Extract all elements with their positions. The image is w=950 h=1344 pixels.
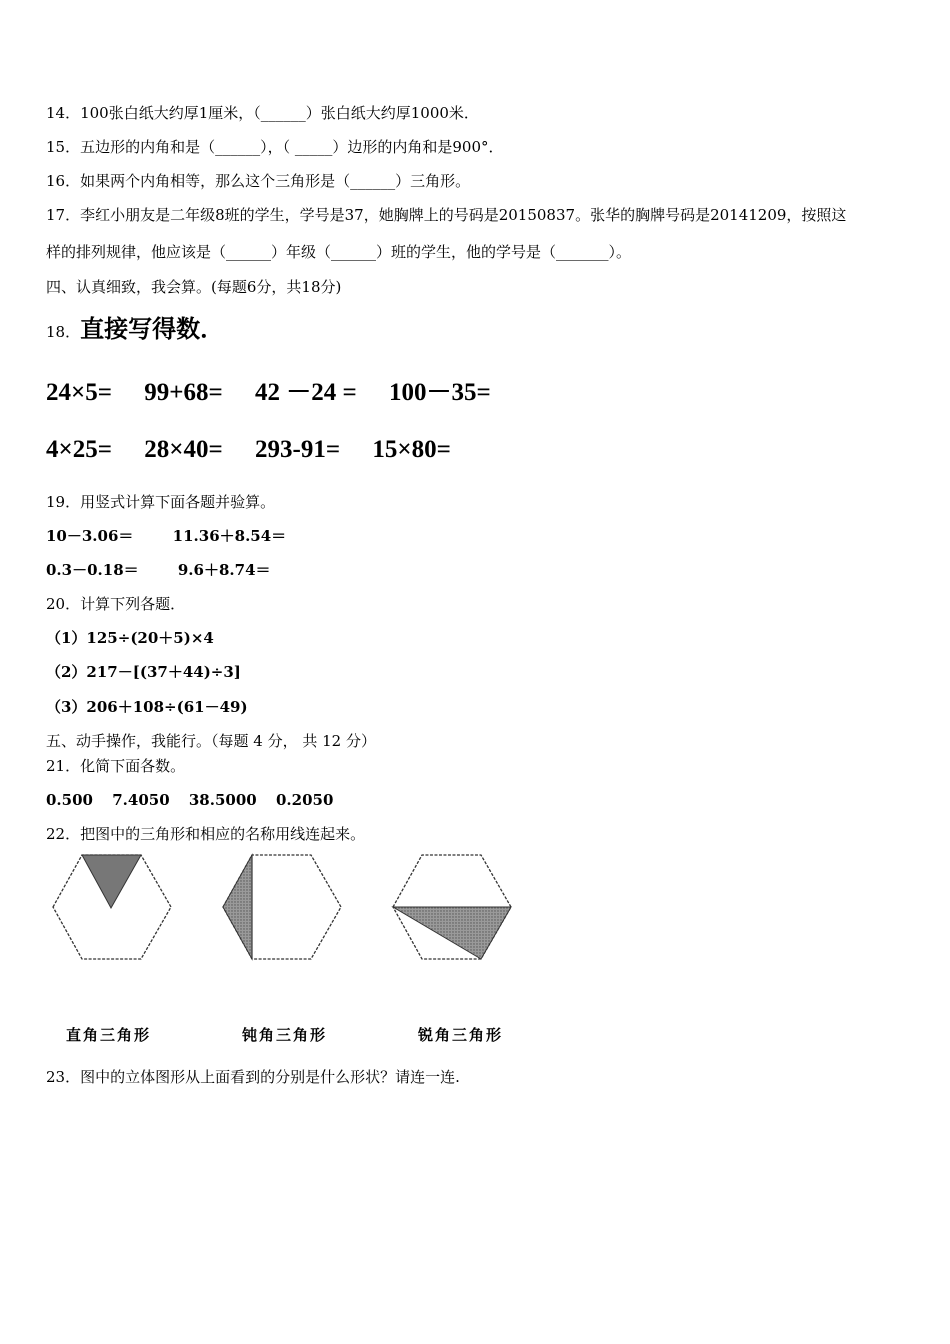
question-23: 23．图中的立体图形从上面看到的分别是什么形状？请连一连.: [46, 1068, 460, 1086]
hexagon-1: [53, 855, 171, 959]
question-16: 16．如果两个内角相等，那么这个三角形是（______）三角形。: [46, 172, 471, 190]
section-5-heading: 五、动手操作，我能行。（每题 4 分， 共 12 分）: [46, 732, 376, 750]
q21-value: 0.2050: [275, 791, 334, 809]
question-18-heading: [46, 309, 224, 344]
q21-values: [46, 790, 367, 810]
q20-item-2: （2）217－[(37＋44)÷3]: [46, 663, 241, 681]
label-acute-triangle: 锐角三角形: [418, 1026, 504, 1044]
question-19: 19．用竖式计算下面各题并验算。: [46, 493, 276, 511]
q19-row-1: [46, 526, 320, 546]
q21-value: 0.500: [46, 791, 93, 809]
q19-item: 9.6＋8.74＝: [177, 561, 271, 579]
hexagon-2: [223, 855, 341, 959]
q20-item-1: （1）125÷(20＋5)×4: [46, 629, 214, 647]
q18-row-2: [46, 436, 477, 464]
question-22: 22．把图中的三角形和相应的名称用线连起来。: [46, 825, 366, 843]
q21-value: 38.5000: [188, 791, 257, 809]
question-18-title: 直接写得数．: [80, 314, 225, 343]
q18-item: 15×80=: [372, 436, 451, 463]
q19-item: 11.36＋8.54＝: [172, 527, 287, 545]
q18-row-1: [46, 372, 517, 408]
q18-item: 4×25=: [46, 436, 112, 463]
question-17-line2: 样的排列规律，他应该是（______）年级（______）班的学生，他的学号是（_______）。: [46, 243, 632, 261]
question-18-number: 18．: [46, 323, 81, 341]
question-15: 15．五边形的内角和是（______），（ _____）边形的内角和是900°．: [46, 138, 504, 156]
section-4-heading: 四、认真细致，我会算。(每题6分，共18分): [46, 278, 342, 296]
q18-item: 293-91=: [255, 436, 341, 463]
q18-item: 42 －24 =: [255, 379, 357, 406]
q18-item: 99+68=: [144, 379, 223, 406]
label-right-triangle: 直角三角形: [66, 1026, 152, 1044]
question-17-line1: 17．李红小朋友是二年级8班的学生，学号是37，她胸牌上的号码是20150837。张华的胸牌号码是20141209，按照这: [46, 206, 847, 224]
q18-item: 24×5=: [46, 379, 112, 406]
hexagon-3: [393, 855, 511, 959]
question-14: 14．100张白纸大约厚1厘米，（______）张白纸大约厚1000米．: [46, 104, 479, 122]
question-21: 21．化简下面各数。: [46, 757, 186, 775]
q18-item: 100－35=: [389, 379, 491, 406]
hexagon-figures: [46, 850, 536, 965]
q19-item: 10－3.06＝: [46, 527, 134, 545]
question-20: 20．计算下列各题．: [46, 595, 186, 613]
label-obtuse-triangle: 钝角三角形: [242, 1026, 328, 1044]
q18-item: 28×40=: [144, 436, 223, 463]
q19-row-2: [46, 560, 305, 580]
q21-value: 7.4050: [112, 791, 170, 809]
q20-item-3: （3）206＋108÷(61－49): [46, 698, 248, 716]
q19-item: 0.3－0.18＝: [46, 561, 139, 579]
